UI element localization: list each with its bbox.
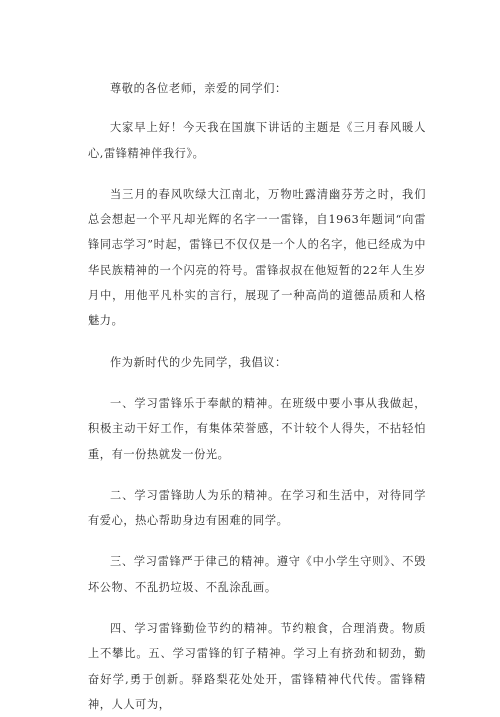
paragraph-proposal: 作为新时代的少先同学，我倡议： (110, 355, 287, 369)
speech-document (88, 76, 426, 717)
paragraph-opening: 大家早上好！今天我在国旗下讲话的主题是《三月春风暖人心,雷锋精神伴我行》。 (88, 121, 426, 160)
paragraph-point-four-five: 四、学习雷锋勤俭节约的精神。节约粮食，合理消费。物质上不攀比。五、学习雷锋的钉子精神。学习上有挤劲和韧劲，勤奋好学,勇于创新。驿路梨花处处开，雷锋精神代代传。雷锋精神，人人可为， (88, 622, 426, 711)
paragraph-introduction: 当三月的春风吹绿大江南北，万物吐露清幽芬芳之时，我们总会想起一个平凡却光辉的名字一一雷锋，自1963年题词“向雷锋同志学习”时起，雷锋已不仅仅是一个人的名字，他已经成为中华民族精神的一个闪亮的符号。雷锋叔叔在他短暂的22年人生岁月中，用他平凡朴实的言行，展现了一种高尚的道德品质和人格魅力。 (88, 187, 426, 328)
paragraph-point-two: 二、学习雷锋助人为乐的精神。在学习和生活中，对待同学有爱心，热心帮助身边有困难的同学。 (88, 488, 426, 528)
paragraph-point-one: 一、学习雷锋乐于奉献的精神。在班级中要小事从我做起，积极主动干好工作，有集体荣誉感，不计较个人得失，不拈轻怕重，有一份热就发一份光。 (88, 396, 426, 461)
paragraph-point-three: 三、学习雷锋严于律己的精神。遵守《中小学生守则》、不毁坏公物、不乱扔垃圾、不乱涂乱画。 (88, 555, 426, 594)
salutation: 尊敬的各位老师，亲爱的同学们： (110, 82, 287, 95)
